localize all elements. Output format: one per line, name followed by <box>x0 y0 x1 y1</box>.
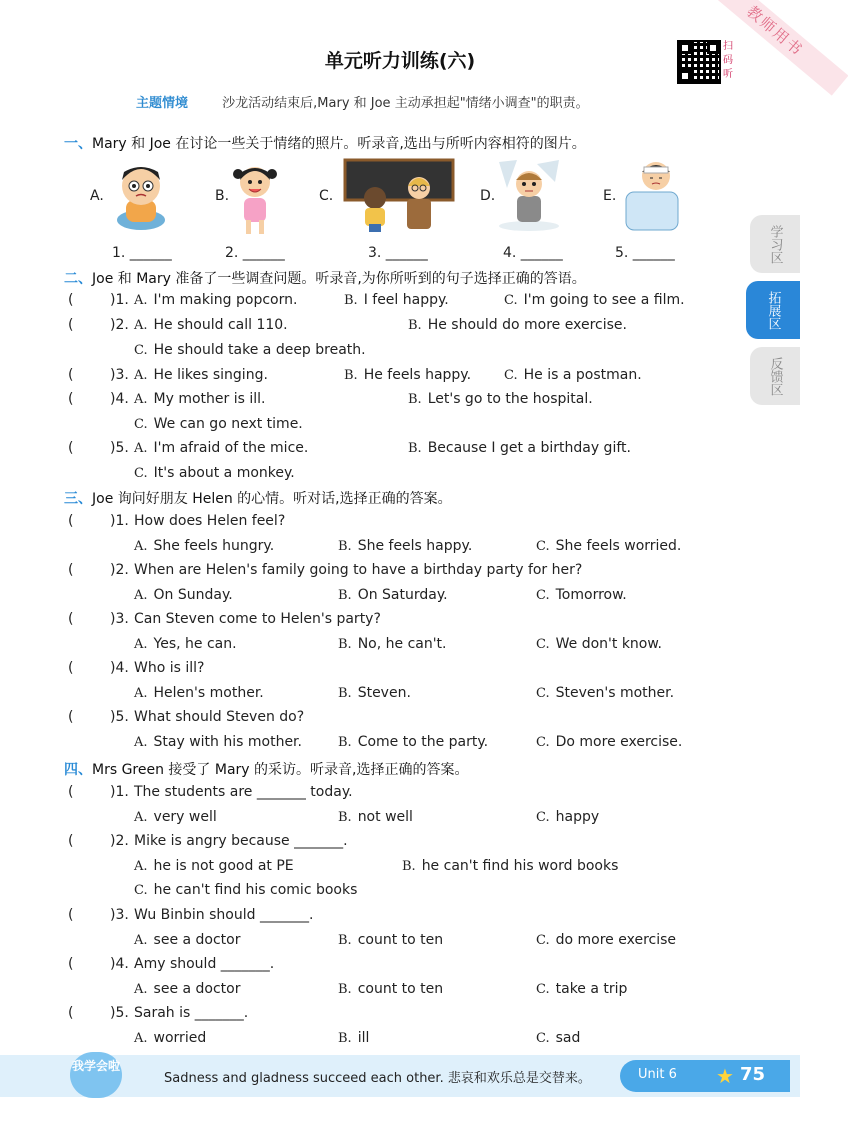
page-number: 75 <box>740 1064 766 1085</box>
option-letter: B. <box>338 686 352 701</box>
option-text: I'm making popcorn. <box>153 292 298 308</box>
answer-option[interactable] <box>134 587 233 603</box>
option-letter: B. <box>338 1031 352 1046</box>
option-letter: B. <box>338 810 352 825</box>
answer-bracket[interactable]: ( <box>68 660 74 676</box>
option-text: Steven's mother. <box>555 685 675 701</box>
tab-extend[interactable]: 拓展区 <box>746 281 800 339</box>
option-text: Steven. <box>357 685 411 701</box>
answer-option[interactable] <box>338 587 448 603</box>
question-text: Mike is angry because _______. <box>134 833 348 849</box>
option-text: Stay with his mother. <box>153 734 302 750</box>
answer-option[interactable] <box>134 1030 206 1046</box>
picture-letter: D. <box>480 188 496 204</box>
option-letter: C. <box>536 933 550 948</box>
option-letter: C. <box>536 982 550 997</box>
question-number: )1. <box>110 292 129 308</box>
question-number: )1. <box>110 513 129 529</box>
answer-option[interactable] <box>504 367 642 383</box>
teacher-and-student-icon <box>343 158 455 238</box>
answer-option[interactable] <box>338 1030 369 1046</box>
option-letter: B. <box>408 392 422 407</box>
section-2-header <box>64 268 586 288</box>
option-text: worried <box>153 1030 207 1046</box>
cold-boy-icon <box>497 158 561 236</box>
answer-bracket[interactable]: ( <box>68 1005 74 1021</box>
answer-option[interactable] <box>134 292 297 308</box>
option-text: No, he can't. <box>357 636 447 652</box>
answer-option[interactable] <box>134 367 268 383</box>
answer-bracket[interactable]: ( <box>68 784 74 800</box>
answer-bracket[interactable]: ( <box>68 367 74 383</box>
answer-option[interactable] <box>134 734 302 750</box>
answer-option[interactable] <box>134 858 294 874</box>
section-1-text: Mary 和 Joe 在讨论一些关于情绪的照片。听录音,选出与所听内容相符的图片。 <box>92 136 586 152</box>
answer-option[interactable] <box>134 342 366 358</box>
option-letter: B. <box>338 637 352 652</box>
option-letter: A. <box>134 859 148 874</box>
star-icon: ★ <box>716 1064 734 1088</box>
option-text: he is not good at PE <box>153 858 294 874</box>
option-text: We can go next time. <box>153 416 303 432</box>
option-letter: B. <box>402 859 416 874</box>
option-letter: A. <box>134 318 148 333</box>
option-text: Come to the party. <box>357 734 489 750</box>
option-letter: C. <box>536 588 550 603</box>
option-text: very well <box>153 809 217 825</box>
option-text: He likes singing. <box>153 367 268 383</box>
question-number: )4. <box>110 391 129 407</box>
footer-motto: Sadness and gladness succeed each other. 悲哀和欢乐总是交替来。 <box>164 1071 591 1086</box>
answer-bracket[interactable]: ( <box>68 513 74 529</box>
section-1-header <box>64 133 586 153</box>
answer-option[interactable] <box>536 685 674 701</box>
answer-bracket[interactable]: ( <box>68 709 74 725</box>
unit-label: Unit 6 <box>638 1067 677 1082</box>
page-title: 单元听力训练(六) <box>324 50 476 72</box>
question-number: )3. <box>110 907 129 923</box>
option-text: Tomorrow. <box>555 587 627 603</box>
section-number: 二、 <box>64 271 92 287</box>
answer-bracket[interactable]: ( <box>68 956 74 972</box>
answer-option[interactable] <box>536 538 681 554</box>
tab-feedback[interactable]: 反馈区 <box>750 347 800 405</box>
option-letter: B. <box>338 588 352 603</box>
answer-bracket[interactable]: ( <box>68 317 74 333</box>
option-letter: B. <box>344 293 358 308</box>
option-text: On Sunday. <box>153 587 233 603</box>
option-text: Yes, he can. <box>153 636 237 652</box>
option-letter: C. <box>536 1031 550 1046</box>
tab-study[interactable]: 学习区 <box>750 215 800 273</box>
option-text: see a doctor <box>153 981 241 997</box>
answer-option[interactable] <box>338 538 472 554</box>
question-number: )4. <box>110 660 129 676</box>
option-text: he can't find his word books <box>421 858 619 874</box>
option-letter: B. <box>338 735 352 750</box>
section-text: Joe 和 Mary 准备了一些调查问题。听录音,为你所听到的句子选择正确的答语。 <box>92 271 586 287</box>
answer-bracket[interactable]: ( <box>68 391 74 407</box>
answer-option[interactable] <box>338 636 447 652</box>
answer-option[interactable] <box>134 685 264 701</box>
corner-ribbon: 教师用书 <box>702 0 848 96</box>
answer-option[interactable] <box>408 317 627 333</box>
option-text: ill <box>357 1030 370 1046</box>
option-letter: A. <box>134 368 148 383</box>
answer-option[interactable] <box>134 465 295 481</box>
option-letter: B. <box>344 368 358 383</box>
option-text: He feels happy. <box>363 367 472 383</box>
answer-option[interactable] <box>338 932 443 948</box>
answer-option[interactable] <box>402 858 618 874</box>
option-letter: C. <box>134 883 148 898</box>
option-letter: C. <box>504 293 518 308</box>
answer-bracket[interactable]: ( <box>68 833 74 849</box>
option-letter: A. <box>134 293 148 308</box>
option-text: We don't know. <box>555 636 662 652</box>
unit-pill <box>620 1060 790 1092</box>
option-text: She feels worried. <box>555 538 682 554</box>
option-letter: C. <box>536 810 550 825</box>
option-text: He is a postman. <box>523 367 642 383</box>
option-text: Helen's mother. <box>153 685 264 701</box>
answer-option[interactable] <box>338 981 443 997</box>
option-letter: B. <box>338 982 352 997</box>
sick-boy-in-bed-icon <box>622 158 682 236</box>
option-letter: B. <box>338 933 352 948</box>
option-text: I'm afraid of the mice. <box>153 440 309 456</box>
option-letter: A. <box>134 982 148 997</box>
answer-option[interactable] <box>134 882 357 898</box>
question-text: What should Steven do? <box>134 709 305 725</box>
option-text: count to ten <box>357 932 444 948</box>
answer-option[interactable] <box>536 636 662 652</box>
answer-blank[interactable]: 5. ______ <box>615 245 675 261</box>
question-text: How does Helen feel? <box>134 513 286 529</box>
smiling-girl-icon <box>232 158 278 240</box>
section-4-header <box>64 759 468 779</box>
option-letter: C. <box>536 637 550 652</box>
option-text: She feels hungry. <box>153 538 275 554</box>
option-letter: A. <box>134 1031 148 1046</box>
qr-label: 扫码听 <box>723 41 733 80</box>
answer-bracket[interactable]: ( <box>68 440 74 456</box>
question-text: Amy should _______. <box>134 956 275 972</box>
answer-option[interactable] <box>536 809 599 825</box>
option-text: do more exercise <box>555 932 677 948</box>
answer-option[interactable] <box>344 367 471 383</box>
question-number: )5. <box>110 440 129 456</box>
qr-code-icon[interactable] <box>677 40 721 84</box>
option-text: he can't find his comic books <box>153 882 358 898</box>
answer-option[interactable] <box>536 1030 580 1046</box>
option-letter: C. <box>536 735 550 750</box>
question-text: Sarah is _______. <box>134 1005 249 1021</box>
option-letter: A. <box>134 637 148 652</box>
answer-option[interactable] <box>536 981 627 997</box>
question-number: )3. <box>110 367 129 383</box>
answer-blank[interactable]: 4. ______ <box>503 245 563 261</box>
option-text: take a trip <box>555 981 628 997</box>
option-letter: B. <box>338 539 352 554</box>
answer-option[interactable] <box>338 685 411 701</box>
option-text: see a doctor <box>153 932 241 948</box>
option-text: He should do more exercise. <box>427 317 627 333</box>
answer-option[interactable] <box>134 932 241 948</box>
option-text: On Saturday. <box>357 587 448 603</box>
option-letter: B. <box>408 318 422 333</box>
answer-option[interactable] <box>134 981 241 997</box>
option-letter: C. <box>134 417 148 432</box>
option-text: count to ten <box>357 981 444 997</box>
question-text: Can Steven come to Helen's party? <box>134 611 381 627</box>
option-text: I'm going to see a film. <box>523 292 685 308</box>
answer-option[interactable] <box>408 440 631 456</box>
picture-letter: C. <box>319 188 334 204</box>
question-number: )1. <box>110 784 129 800</box>
answer-option[interactable] <box>134 440 308 456</box>
option-letter: C. <box>536 539 550 554</box>
answer-bracket[interactable]: ( <box>68 292 74 308</box>
option-text: sad <box>555 1030 581 1046</box>
picture-letter: B. <box>215 188 230 204</box>
answer-option[interactable] <box>408 391 593 407</box>
answer-option[interactable] <box>536 932 676 948</box>
option-letter: A. <box>134 392 148 407</box>
option-text: He should take a deep breath. <box>153 342 366 358</box>
answer-option[interactable] <box>504 292 685 308</box>
section-3-header <box>64 488 452 508</box>
answer-option[interactable] <box>134 317 288 333</box>
answer-option[interactable] <box>338 734 488 750</box>
question-number: )4. <box>110 956 129 972</box>
question-text: Wu Binbin should _______. <box>134 907 314 923</box>
option-letter: A. <box>134 933 148 948</box>
answer-option[interactable] <box>134 416 303 432</box>
question-text: Who is ill? <box>134 660 205 676</box>
option-letter: C. <box>504 368 518 383</box>
option-letter: A. <box>134 441 148 456</box>
option-text: It's about a monkey. <box>153 465 295 481</box>
question-text: The students are _______ today. <box>134 784 353 800</box>
answer-option[interactable] <box>344 292 449 308</box>
option-text: Do more exercise. <box>555 734 683 750</box>
option-text: I feel happy. <box>363 292 449 308</box>
option-letter: A. <box>134 810 148 825</box>
answer-bracket[interactable]: ( <box>68 611 74 627</box>
question-text: When are Helen's family going to have a birthday party for her? <box>134 562 583 578</box>
section-number: 三、 <box>64 491 92 507</box>
section-text: Joe 询问好朋友 Helen 的心情。听对话,选择正确的答案。 <box>92 491 452 507</box>
option-letter: A. <box>134 735 148 750</box>
section-1-number: 一、 <box>64 136 92 152</box>
answer-blank[interactable]: 1. ______ <box>112 245 172 261</box>
option-text: not well <box>357 809 413 825</box>
side-tabs <box>750 215 800 405</box>
answer-blank[interactable]: 2. ______ <box>225 245 285 261</box>
section-text: Mrs Green 接受了 Mary 的采访。听录音,选择正确的答案。 <box>92 762 469 778</box>
theme-text: 沙龙活动结束后,Mary 和 Joe 主动承担起"情绪小调查"的职责。 <box>222 96 589 111</box>
question-number: )5. <box>110 1005 129 1021</box>
option-letter: B. <box>408 441 422 456</box>
answer-option[interactable] <box>134 809 217 825</box>
theme-line <box>136 92 589 111</box>
answer-bracket[interactable]: ( <box>68 562 74 578</box>
option-letter: C. <box>536 686 550 701</box>
option-text: My mother is ill. <box>153 391 266 407</box>
answer-option[interactable] <box>134 391 265 407</box>
option-text: Let's go to the hospital. <box>427 391 593 407</box>
option-text: Because I get a birthday gift. <box>427 440 631 456</box>
answer-option[interactable] <box>134 538 274 554</box>
picture-letter: A. <box>90 188 104 204</box>
option-text: She feels happy. <box>357 538 473 554</box>
answer-blank[interactable]: 3. ______ <box>368 245 428 261</box>
answer-option[interactable] <box>134 636 237 652</box>
section-number: 四、 <box>64 762 92 778</box>
question-number: )2. <box>110 317 129 333</box>
question-number: )3. <box>110 611 129 627</box>
option-text: happy <box>555 809 600 825</box>
option-letter: A. <box>134 539 148 554</box>
answer-option[interactable] <box>536 587 627 603</box>
picture-letter: E. <box>603 188 617 204</box>
learned-badge: 我学会啦 <box>70 1052 122 1098</box>
question-number: )2. <box>110 562 129 578</box>
option-letter: C. <box>134 343 148 358</box>
option-letter: C. <box>134 466 148 481</box>
question-number: )5. <box>110 709 129 725</box>
option-text: He should call 110. <box>153 317 288 333</box>
option-letter: A. <box>134 588 148 603</box>
answer-option[interactable] <box>536 734 682 750</box>
answer-option[interactable] <box>338 809 413 825</box>
answer-bracket[interactable]: ( <box>68 907 74 923</box>
theme-label: 主题情境 <box>136 96 189 111</box>
option-letter: A. <box>134 686 148 701</box>
worried-boy-icon <box>108 158 174 236</box>
question-number: )2. <box>110 833 129 849</box>
